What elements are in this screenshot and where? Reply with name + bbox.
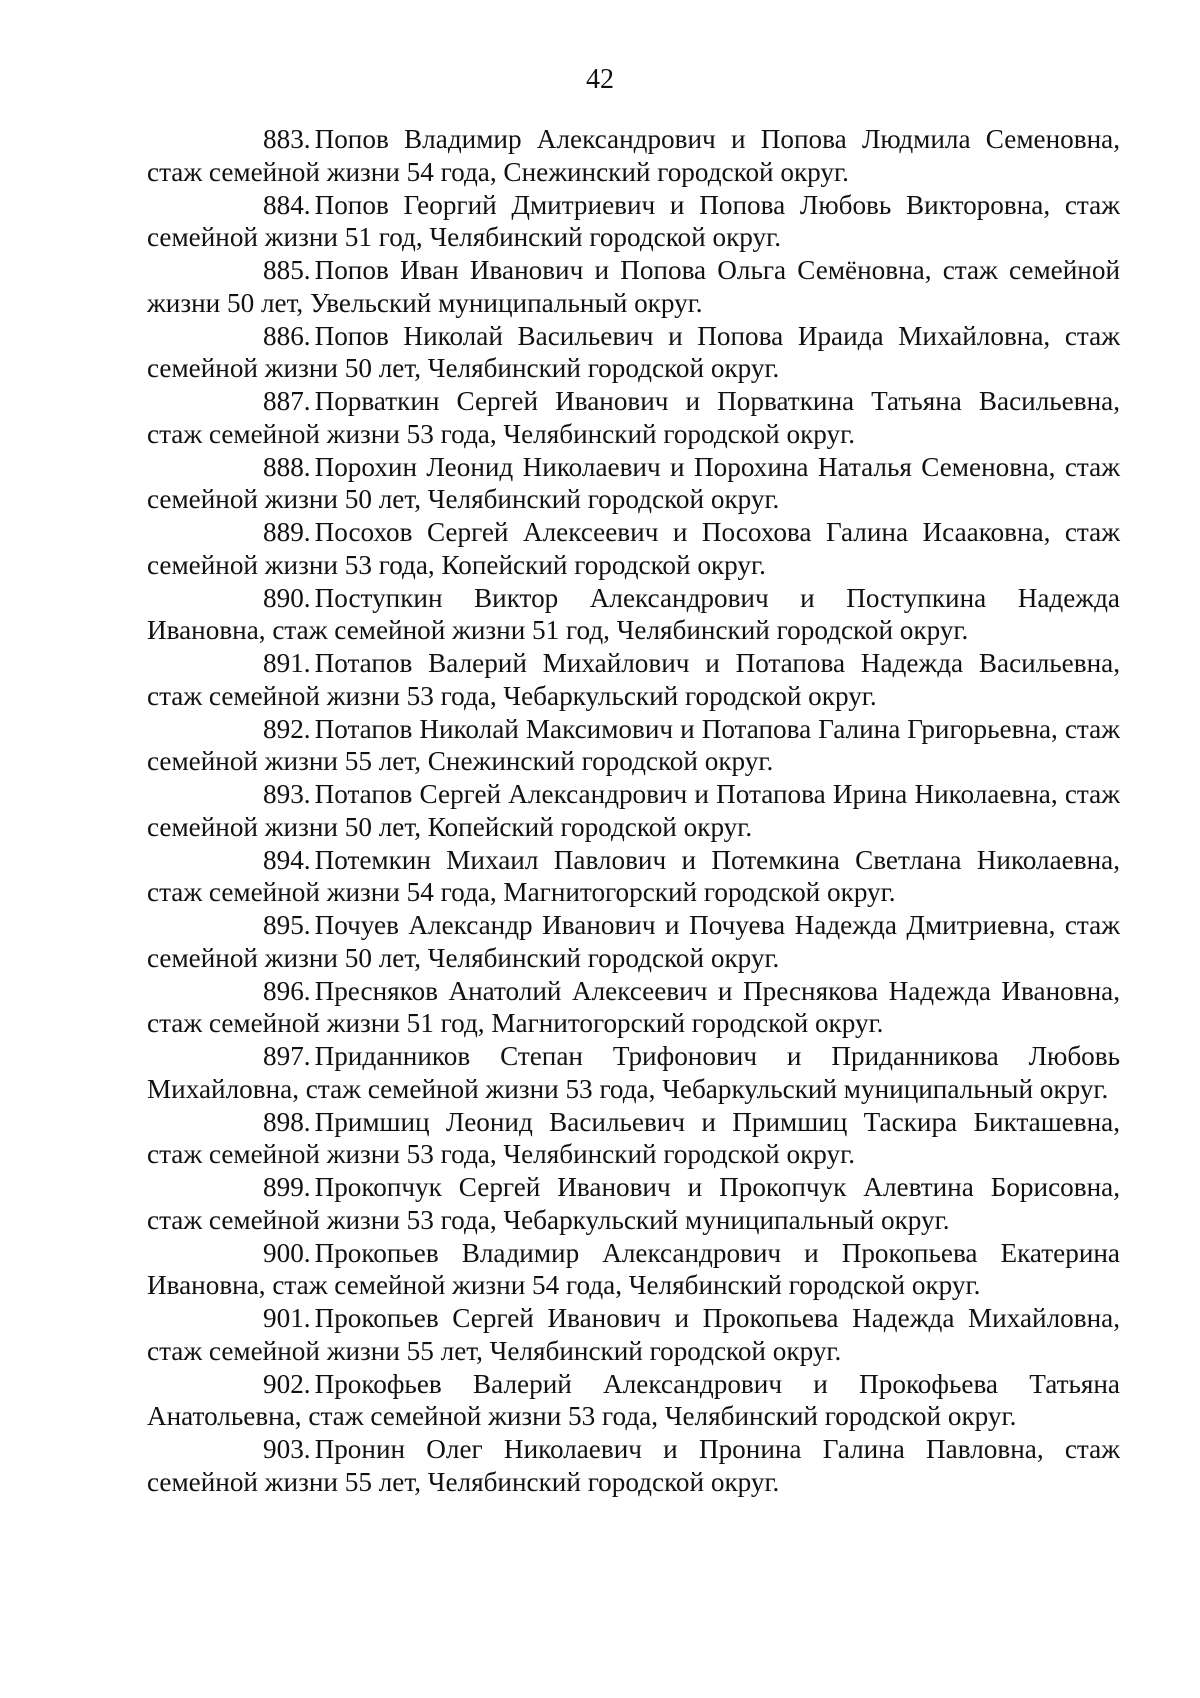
list-item — [147, 1368, 1120, 1433]
list-item — [147, 582, 1120, 647]
list-item — [147, 320, 1120, 385]
entry-number: 888. — [263, 451, 311, 482]
entry-text: Пронин Олег Николаевич и Пронина Галина Павловна, стаж семейной жизни 55 лет, Челябинский городской округ. — [147, 1434, 1120, 1497]
entry-number: 886. — [263, 320, 311, 351]
entry-text: Попов Георгий Дмитриевич и Попова Любовь Викторовна, стаж семейной жизни 51 год, Челябинский городской округ. — [147, 189, 1120, 252]
entry-text: Пресняков Анатолий Алексеевич и Преснякова Надежда Ивановна, стаж семейной жизни 51 год, Магнитогорский городской округ. — [147, 975, 1120, 1038]
list-item — [147, 1433, 1120, 1498]
entry-text: Потемкин Михаил Павлович и Потемкина Светлана Николаевна, стаж семейной жизни 54 года, Магнитогорский городской округ. — [147, 844, 1120, 907]
entry-number: 901. — [263, 1303, 311, 1333]
list-item — [147, 254, 1120, 319]
entry-number: 900. — [263, 1237, 311, 1268]
entry-number: 887. — [263, 386, 311, 416]
page-number: 42 — [586, 64, 614, 95]
list-item — [147, 713, 1120, 778]
entry-number: 890. — [263, 582, 311, 613]
entry-number: 892. — [263, 713, 311, 744]
entry-text: Поступкин Виктор Александрович и Поступкина Надежда Ивановна, стаж семейной жизни 51 год, Челябинский городской округ. — [147, 582, 1120, 645]
entry-number: 891. — [263, 648, 311, 678]
list-item — [147, 647, 1120, 712]
entry-number: 903. — [263, 1434, 311, 1464]
entry-number: 883. — [263, 124, 311, 154]
entry-text: Приданников Степан Трифонович и Приданникова Любовь Михайловна, стаж семейной жизни 53 года, Чебаркульский муниципальный округ. — [147, 1041, 1120, 1104]
entry-number: 899. — [263, 1172, 311, 1202]
entry-number: 897. — [263, 1041, 311, 1071]
list-item — [147, 778, 1120, 843]
list-item — [147, 451, 1120, 516]
entry-text: Прокопьев Владимир Александрович и Прокопьева Екатерина Ивановна, стаж семейной жизни 54 года, Челябинский городской округ. — [147, 1237, 1120, 1300]
entry-number: 893. — [263, 779, 311, 809]
entry-number: 885. — [263, 255, 311, 285]
list-item — [147, 1106, 1120, 1171]
list-item — [147, 844, 1120, 909]
entry-text: Попов Владимир Александрович и Попова Людмила Семеновна, стаж семейной жизни 54 года, Снежинский городской округ. — [147, 124, 1120, 187]
list-item — [147, 909, 1120, 974]
entry-text: Прокопчук Сергей Иванович и Прокопчук Алевтина Борисовна, стаж семейной жизни 53 года, Чебаркульский муниципальный округ. — [147, 1172, 1120, 1235]
list-item — [147, 1040, 1120, 1105]
entry-text: Попов Иван Иванович и Попова Ольга Семёновна, стаж семейной жизни 50 лет, Увельский муниципальный округ. — [147, 255, 1120, 318]
entry-text: Попов Николай Васильевич и Попова Ираида Михайловна, стаж семейной жизни 50 лет, Челябинский городской округ. — [147, 320, 1120, 383]
entry-text: Примшиц Леонид Васильевич и Примшиц Таскира Бикташевна, стаж семейной жизни 53 года, Челябинский городской округ. — [147, 1106, 1120, 1169]
entry-text: Потапов Валерий Михайлович и Потапова Надежда Васильевна, стаж семейной жизни 53 года, Чебаркульский городской округ. — [147, 648, 1120, 711]
entry-text: Почуев Александр Иванович и Почуева Надежда Дмитриевна, стаж семейной жизни 50 лет, Челябинский городской округ. — [147, 910, 1120, 973]
entry-number: 894. — [263, 844, 311, 875]
entry-number: 895. — [263, 910, 311, 940]
list-item — [147, 123, 1120, 188]
entry-number: 898. — [263, 1106, 311, 1137]
entry-text: Посохов Сергей Алексеевич и Посохова Галина Исааковна, стаж семейной жизни 53 года, Копейский городской округ. — [147, 517, 1120, 580]
entry-number: 889. — [263, 517, 311, 547]
entry-text: Порохин Леонид Николаевич и Порохина Наталья Семеновна, стаж семейной жизни 50 лет, Челябинский городской округ. — [147, 451, 1120, 514]
entry-list — [147, 123, 1120, 1499]
entry-text: Прокофьев Валерий Александрович и Прокофьева Татьяна Анатольевна, стаж семейной жизни 53 года, Челябинский городской округ. — [147, 1368, 1120, 1431]
list-item — [147, 975, 1120, 1040]
list-item — [147, 1237, 1120, 1302]
entry-text: Прокопьев Сергей Иванович и Прокопьева Надежда Михайловна, стаж семейной жизни 55 лет, Челябинский городской округ. — [147, 1303, 1120, 1366]
entry-number: 884. — [263, 189, 311, 220]
list-item — [147, 1302, 1120, 1367]
entry-number: 896. — [263, 975, 311, 1006]
entry-text: Потапов Николай Максимович и Потапова Галина Григорьевна, стаж семейной жизни 55 лет, Снежинский городской округ. — [147, 713, 1120, 776]
list-item — [147, 189, 1120, 254]
entry-text: Порваткин Сергей Иванович и Порваткина Татьяна Васильевна, стаж семейной жизни 53 года, Челябинский городской округ. — [147, 386, 1120, 449]
entry-number: 902. — [263, 1368, 311, 1399]
list-item — [147, 516, 1120, 581]
list-item — [147, 385, 1120, 450]
list-item — [147, 1171, 1120, 1236]
entry-text: Потапов Сергей Александрович и Потапова Ирина Николаевна, стаж семейной жизни 50 лет, Копейский городской округ. — [147, 779, 1120, 842]
